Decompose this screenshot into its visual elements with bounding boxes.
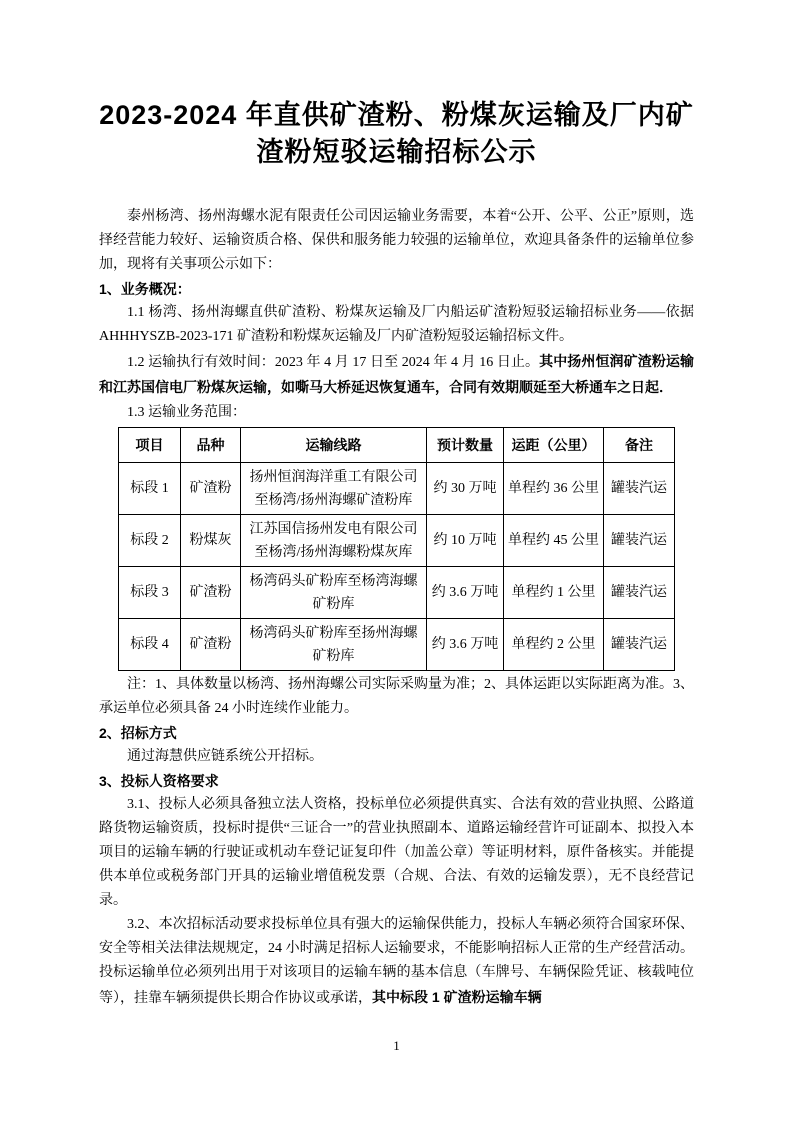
header-cell-variety: 品种 (181, 428, 241, 463)
table-cell-distance: 单程约 2 公里 (504, 619, 604, 671)
table-cell-route: 杨湾码头矿粉库至杨湾海螺矿粉库 (241, 567, 427, 619)
header-cell-route: 运输线路 (241, 428, 427, 463)
header-cell-remark: 备注 (604, 428, 675, 463)
table-cell-item: 标段 2 (119, 515, 181, 567)
table-cell-quantity: 约 3.6 万吨 (427, 619, 504, 671)
clause-3-1: 3.1、投标人必须具备独立法人资格，投标单位必须提供真实、合法有效的营业执照、公路道路货物运输资质，投标时提供“三证合一”的营业执照副本、道路运输经营许可证副本、拟投入本项目的运输车辆的行驶证或机动车登记证复印件（加盖公章）等证明材料，原件备核实。并能提供本单位或税务部门开具的运输业增值税发票（合规、合法、有效的运输发票），无不良经营记录。 (99, 797, 694, 908)
section-1-heading: 1、业务概况： (99, 281, 191, 297)
table-row-lot-4 (119, 619, 675, 671)
table-row-lot-3 (119, 567, 675, 619)
header-cell-item: 项目 (119, 428, 181, 463)
intro-paragraph: 泰州杨湾、扬州海螺水泥有限责任公司因运输业务需要，本着“公开、公平、公正”原则，选择经营能力较好、运输资质合格、保供和服务能力较强的运输单位，欢迎具备条件的运输单位参加，现将有关事项公示如下： (99, 209, 694, 272)
clause-1-2-bold-text: 其中扬州恒润矿渣粉运输和江苏国信电厂粉煤灰运输，如嘶马大桥延迟恢复通车，合同有效期顺延至大桥通车之日起． (99, 353, 694, 395)
section-2-body: 通过海慧供应链系统公开招标。 (127, 749, 323, 764)
table-cell-distance: 单程约 1 公里 (504, 567, 604, 619)
transport-scope-table (118, 427, 675, 671)
clause-1-3: 1.3 运输业务范围： (127, 405, 246, 420)
table-cell-quantity: 约 10 万吨 (427, 515, 504, 567)
table-header-row (119, 428, 675, 463)
table-cell-quantity: 约 30 万吨 (427, 463, 504, 515)
table-cell-route: 扬州恒润海洋重工有限公司至杨湾/扬州海螺矿渣粉库 (241, 463, 427, 515)
table-row-lot-2 (119, 515, 675, 567)
clause-3-2-normal-text: 3.2、本次招标活动要求投标单位具有强大的运输保供能力，投标人车辆必须符合国家环保、安全等相关法律法规规定，24 小时满足招标人运输要求，不能影响招标人正常的生产经营活动。投标运输单位必须列出用于对该项目的运输车辆的基本信息（车牌号、车辆保险凭证、核载吨位等），挂靠车辆须提供长期合作协议或承诺， (99, 917, 694, 1006)
table-cell-item: 标段 1 (119, 463, 181, 515)
section-2-heading: 2、招标方式 (99, 725, 177, 741)
table-cell-route: 杨湾码头矿粉库至扬州海螺矿粉库 (241, 619, 427, 671)
table-cell-quantity: 约 3.6 万吨 (427, 567, 504, 619)
table-cell-item: 标段 4 (119, 619, 181, 671)
section-3-heading: 3、投标人资格要求 (99, 773, 219, 789)
table-row-lot-1 (119, 463, 675, 515)
clause-1-2 (99, 349, 694, 401)
clause-3-2-bold-text: 其中标段 1 矿渣粉运输车辆 (372, 989, 542, 1005)
clause-1-1: 1.1 杨湾、扬州海螺直供矿渣粉、粉煤灰运输及厂内船运矿渣粉短驳运输招标业务——依据 AHHHYSZB-2023-171 矿渣粉和粉煤灰运输及厂内矿渣粉短驳运输招标文件。 (99, 305, 694, 344)
table-cell-route: 江苏国信扬州发电有限公司至杨湾/扬州海螺粉煤灰库 (241, 515, 427, 567)
table-cell-variety: 矿渣粉 (181, 619, 241, 671)
clause-3-2 (99, 913, 694, 1011)
table-cell-variety: 矿渣粉 (181, 463, 241, 515)
clause-1-2-normal-text: 1.2 运输执行有效时间：2023 年 4 月 17 日至 2024 年 4 月 16 日止。 (127, 355, 540, 370)
table-cell-distance: 单程约 45 公里 (504, 515, 604, 567)
table-cell-variety: 矿渣粉 (181, 567, 241, 619)
table-cell-remark: 罐装汽运 (604, 463, 675, 515)
table-cell-remark: 罐装汽运 (604, 515, 675, 567)
page-number: 1 (393, 1038, 400, 1053)
table-cell-variety: 粉煤灰 (181, 515, 241, 567)
header-cell-quantity: 预计数量 (427, 428, 504, 463)
table-cell-remark: 罐装汽运 (604, 619, 675, 671)
table-cell-remark: 罐装汽运 (604, 567, 675, 619)
header-cell-distance: 运距（公里） (504, 428, 604, 463)
document-title: 2023-2024 年直供矿渣粉、粉煤灰运输及厂内矿渣粉短驳运输招标公示 (99, 100, 694, 167)
table-note: 注：1、具体数量以杨湾、扬州海螺公司实际采购量为准；2、具体运距以实际距离为准。3、承运单位必须具备 24 小时连续作业能力。 (99, 677, 694, 716)
table-cell-item: 标段 3 (119, 567, 181, 619)
table-cell-distance: 单程约 36 公里 (504, 463, 604, 515)
